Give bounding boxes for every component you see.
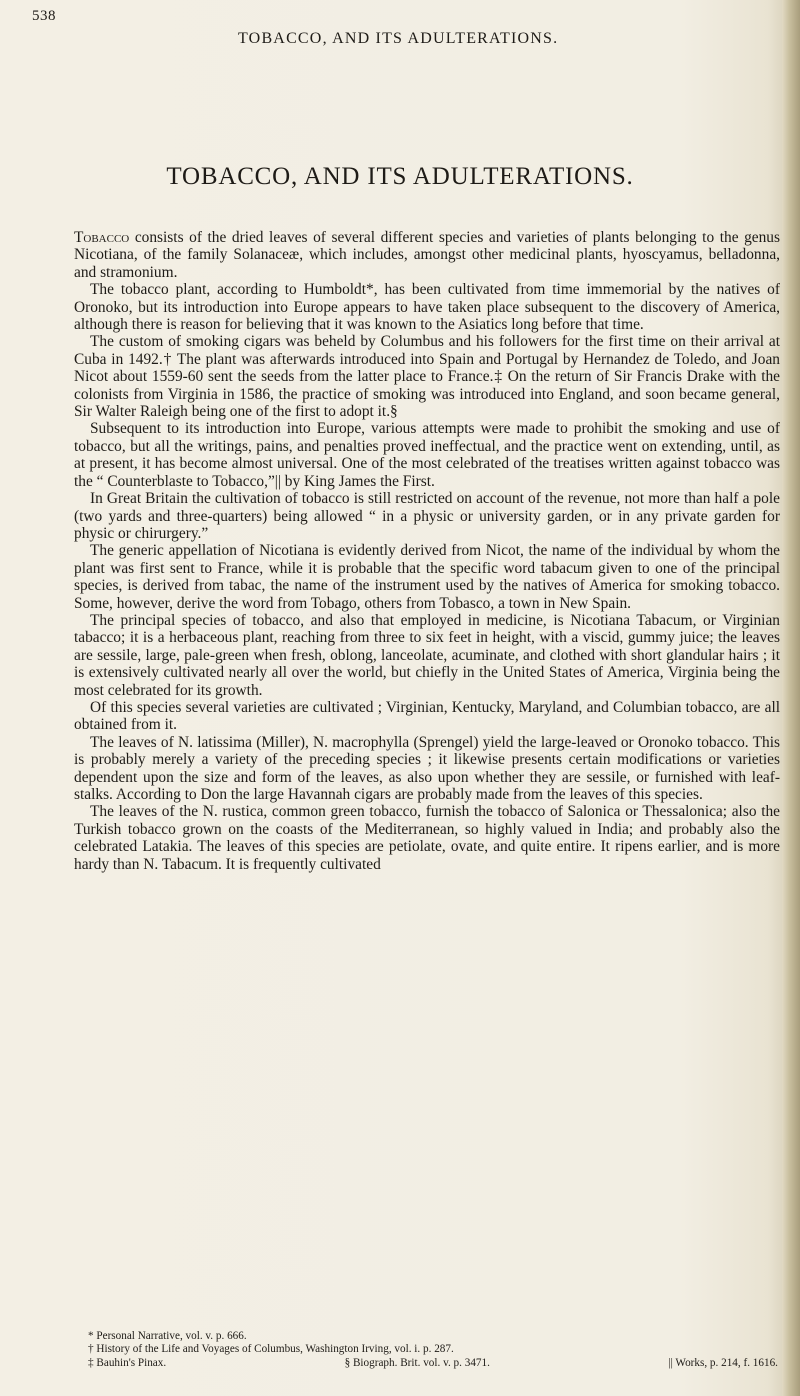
chapter-title: TOBACCO, AND ITS ADULTERATIONS. [166,163,634,190]
paragraph-6: The generic appellation of Nicotiana is evidently derived from Nicot, the name of the individual by whom the plant was first sent to France, while it is probable that the specific word tabacum given to one of the principal species, is derived from tabac, the name of the instrument used by the natives of America for smoking tobacco. Some, however, derive the word from Tobago, others from Tobasco, a town in New Spain. [74,542,780,612]
paragraph-10: The leaves of the N. rustica, common green tobacco, furnish the tobacco of Salonica or Thessalonica; also the Turkish tobacco grown on the coasts of the Mediterranean, so highly valued in India; and probably also the celebrated Latakia. The leaves of this species are petiolate, ovate, and quite entire. It ripens earlier, and is more hardy than N. Tabacum. It is frequently cultivated [74,803,780,873]
paragraph-1 [74,229,780,281]
footnote: || Works, p. 214, f. 1616. [668,1356,778,1369]
footnotes [88,1330,778,1370]
paragraph-2: The tobacco plant, according to Humboldt*, has been cultivated from time immemorial by the natives of Oronoko, but its introduction into Europe appears to have taken place subsequent to the discovery of America, although there is reason for believing that it was known to the Asiatics long before that time. [74,281,780,334]
footnote: ‡ Bauhin's Pinax. [88,1356,167,1369]
page-edge [782,0,800,1396]
paragraph-4: Subsequent to its introduction into Europe, various attempts were made to prohibit the smoking and use of tobacco, but all the writings, pains, and penalties proved ineffectual, and the practice went on extending, until, as at present, it has become almost universal. One of the most celebrated of the treatises written against tobacco was the “ Counterblaste to Tobacco,”|| by King James the First. [74,420,780,490]
footnote: * Personal Narrative, vol. v. p. 666. [88,1330,247,1342]
paragraph-8: Of this species several varieties are cultivated ; Virginian, Kentucky, Maryland, and Columbian tobacco, are all obtained from it. [74,698,780,734]
footnote-row [88,1357,778,1370]
paragraph-9: The leaves of N. latissima (Miller), N. macrophylla (Sprengel) yield the large-leaved or Oronoko tobacco. This is probably merely a variety of the preceding species ; it likewise presents certain modifications or varieties dependent upon the size and form of the leaves, as also upon whether they are sessile, or furnished with leaf-stalks. According to Don the large Havannah cigars are probably made from the leaves of this species. [74,733,780,803]
paragraph-3: The custom of smoking cigars was beheld by Columbus and his followers for the first time on their arrival at Cuba in 1492.† The plant was afterwards introduced into Spain and Portugal by Hernandez de Toledo, and Joan Nicot about 1559-60 sent the seeds from the latter place to France.‡ On the return of Sir Francis Drake with the colonists from Virginia in 1586, the practice of smoking was introduced into England, and soon became general, Sir Walter Raleigh being one of the first to adopt it.§ [74,333,780,421]
paragraph-5: In Great Britain the cultivation of tobacco is still restricted on account of the revenue, not more than half a pole (two yards and three-quarters) being allowed “ in a physic or university garden, or in any private garden for physic or chirurgery.” [74,490,780,542]
opening-word: Tobacco [74,229,130,246]
paragraph-text: consists of the dried leaves of several different species and varieties of plants belonging to the genus Nicotiana, of the family Solanaceæ, which includes, amongst other medicinal plants, hyoscyamus, belladonna, and stramonium. [74,229,780,281]
footnote: § Biograph. Brit. vol. v. p. 3471. [344,1356,490,1369]
paragraph-7: The principal species of tobacco, and also that employed in medicine, is Nicotiana Tabacum, or Virginian tabacco; it is a herbaceous plant, reaching from three to six feet in height, with a viscid, gummy juice; the leaves are sessile, large, pale-green when fresh, oblong, lanceolate, acuminate, and clothed with short glandular hairs ; it is extensively cultivated nearly all over the world, but chiefly in the United States of America, Virginia being the most celebrated for its growth. [74,611,780,699]
footnote: † History of the Life and Voyages of Columbus, Washington Irving, vol. i. p. 287. [88,1343,454,1356]
running-head: TOBACCO, AND ITS ADULTERATIONS. [238,30,559,47]
page-number: 538 [32,8,56,24]
body-text [74,229,780,873]
